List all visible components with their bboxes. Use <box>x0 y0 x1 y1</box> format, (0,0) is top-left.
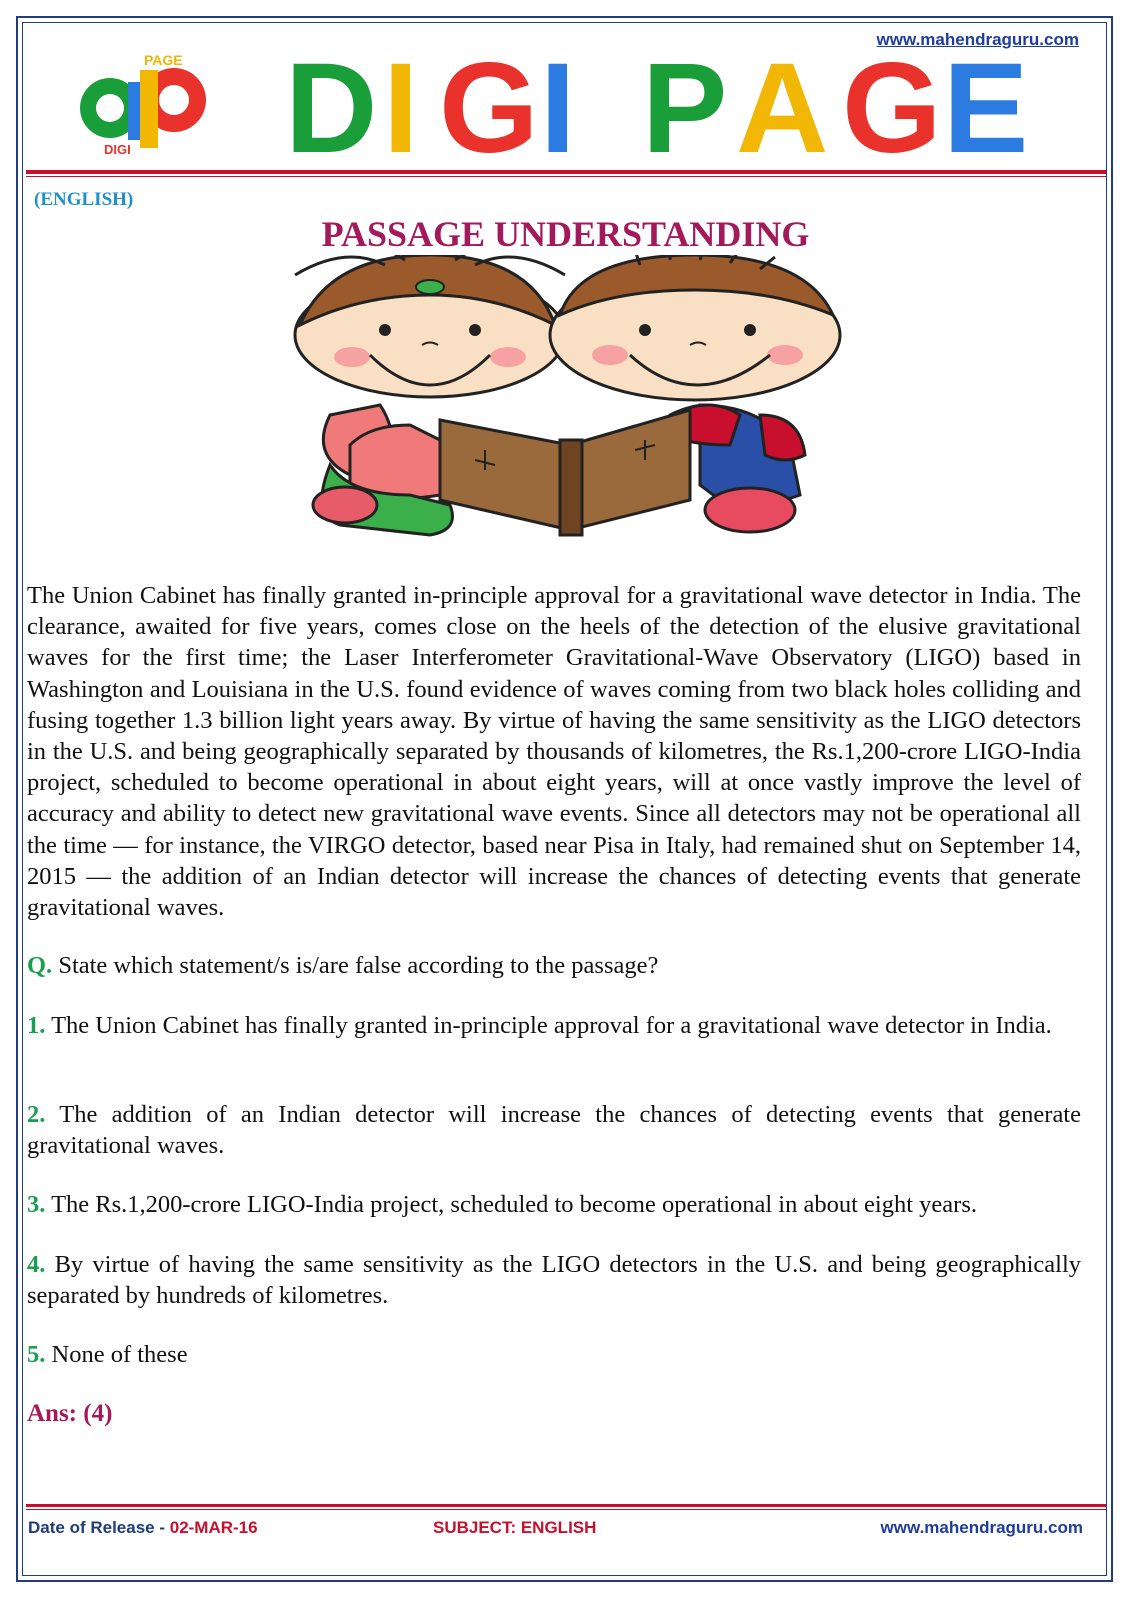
title-letter: E <box>943 44 1029 164</box>
option-3 <box>27 1189 1081 1220</box>
option-number: 3. <box>27 1191 46 1218</box>
title-letter: A <box>736 44 829 164</box>
option-number: 5. <box>27 1341 46 1368</box>
logo-digi-text: DIGI <box>104 142 131 157</box>
option-number: 1. <box>27 1012 46 1039</box>
option-number: 4. <box>27 1251 46 1278</box>
release-date: 02-MAR-16 <box>169 1518 258 1537</box>
header-divider <box>26 170 1106 174</box>
logo-page-text: PAGE <box>144 52 183 68</box>
question-text: State which statement/s is/are false according to the passage? <box>58 952 659 979</box>
release-label: Date of Release - <box>28 1518 170 1537</box>
digi-page-title <box>285 44 1065 164</box>
option-2 <box>27 1099 1081 1161</box>
open-book <box>440 410 690 535</box>
option-5 <box>27 1339 1081 1370</box>
subject-tag: (ENGLISH) <box>34 189 134 210</box>
title-letter: D <box>285 44 378 164</box>
option-text: None of these <box>51 1341 188 1368</box>
question-label: Q. <box>27 952 53 979</box>
title-letter: G <box>842 44 942 164</box>
option-text: The Union Cabinet has finally granted in-principle approval for a gravitational wave detector in India. <box>51 1012 1052 1039</box>
kids-reading-book-illustration <box>290 255 850 545</box>
title-letter: I <box>540 44 576 164</box>
digi-page-logo <box>62 50 227 160</box>
title-letter: P <box>642 44 728 164</box>
website-link-top[interactable]: www.mahendraguru.com <box>876 30 1079 49</box>
question <box>27 950 1081 981</box>
footer-divider-thin <box>26 1509 1106 1510</box>
option-4 <box>27 1249 1081 1311</box>
header-divider-thin <box>26 176 1106 177</box>
option-1 <box>27 1010 1081 1041</box>
passage-text: The Union Cabinet has finally granted in-principle approval for a gravitational wave detector in India. The clearance, awaited for five years, comes close on the heels of the detection of the elusive gravitational waves for the first time; the Laser Interferometer Gravitational-Wave Observatory (LIGO) based in Washington and Louisiana in the U.S. found evidence of waves coming from two black holes colliding and fusing together 1.3 billion light years away. By virtue of having the same sensitivity as the LIGO detectors in the U.S. and being geographically separated by thousands of kilometres, the Rs.1,200-crore LIGO-India project, scheduled to become operational in about eight years, will at once vastly improve the level of accuracy and ability to detect new gravitational wave events. Since all detectors may not be operational all the time — for instance, the VIRGO detector, based near Pisa in Italy, had remained shut on September 14, 2015 — the addition of an Indian detector will increase the chances of detecting events that generate gravitational waves. <box>27 582 1081 922</box>
subject-label: SUBJECT: ENGLISH <box>433 1518 597 1537</box>
title-letter: G <box>439 44 539 164</box>
option-number: 2. <box>27 1101 46 1128</box>
release-info <box>28 1518 258 1538</box>
title-letter: I <box>383 44 419 164</box>
website-link-bottom[interactable]: www.mahendraguru.com <box>880 1518 1083 1537</box>
option-text: The Rs.1,200-crore LIGO-India project, scheduled to become operational in about eight years. <box>51 1191 977 1218</box>
footer-divider <box>26 1504 1106 1507</box>
option-text: The addition of an Indian detector will increase the chances of detecting events that generate gravitational waves. <box>27 1101 1081 1159</box>
answer: Ans: (4) <box>27 1400 113 1427</box>
section-title: PASSAGE UNDERSTANDING <box>321 214 810 254</box>
option-text: By virtue of having the same sensitivity as the LIGO detectors in the U.S. and being geographically separated by hundreds of kilometres. <box>27 1251 1082 1309</box>
